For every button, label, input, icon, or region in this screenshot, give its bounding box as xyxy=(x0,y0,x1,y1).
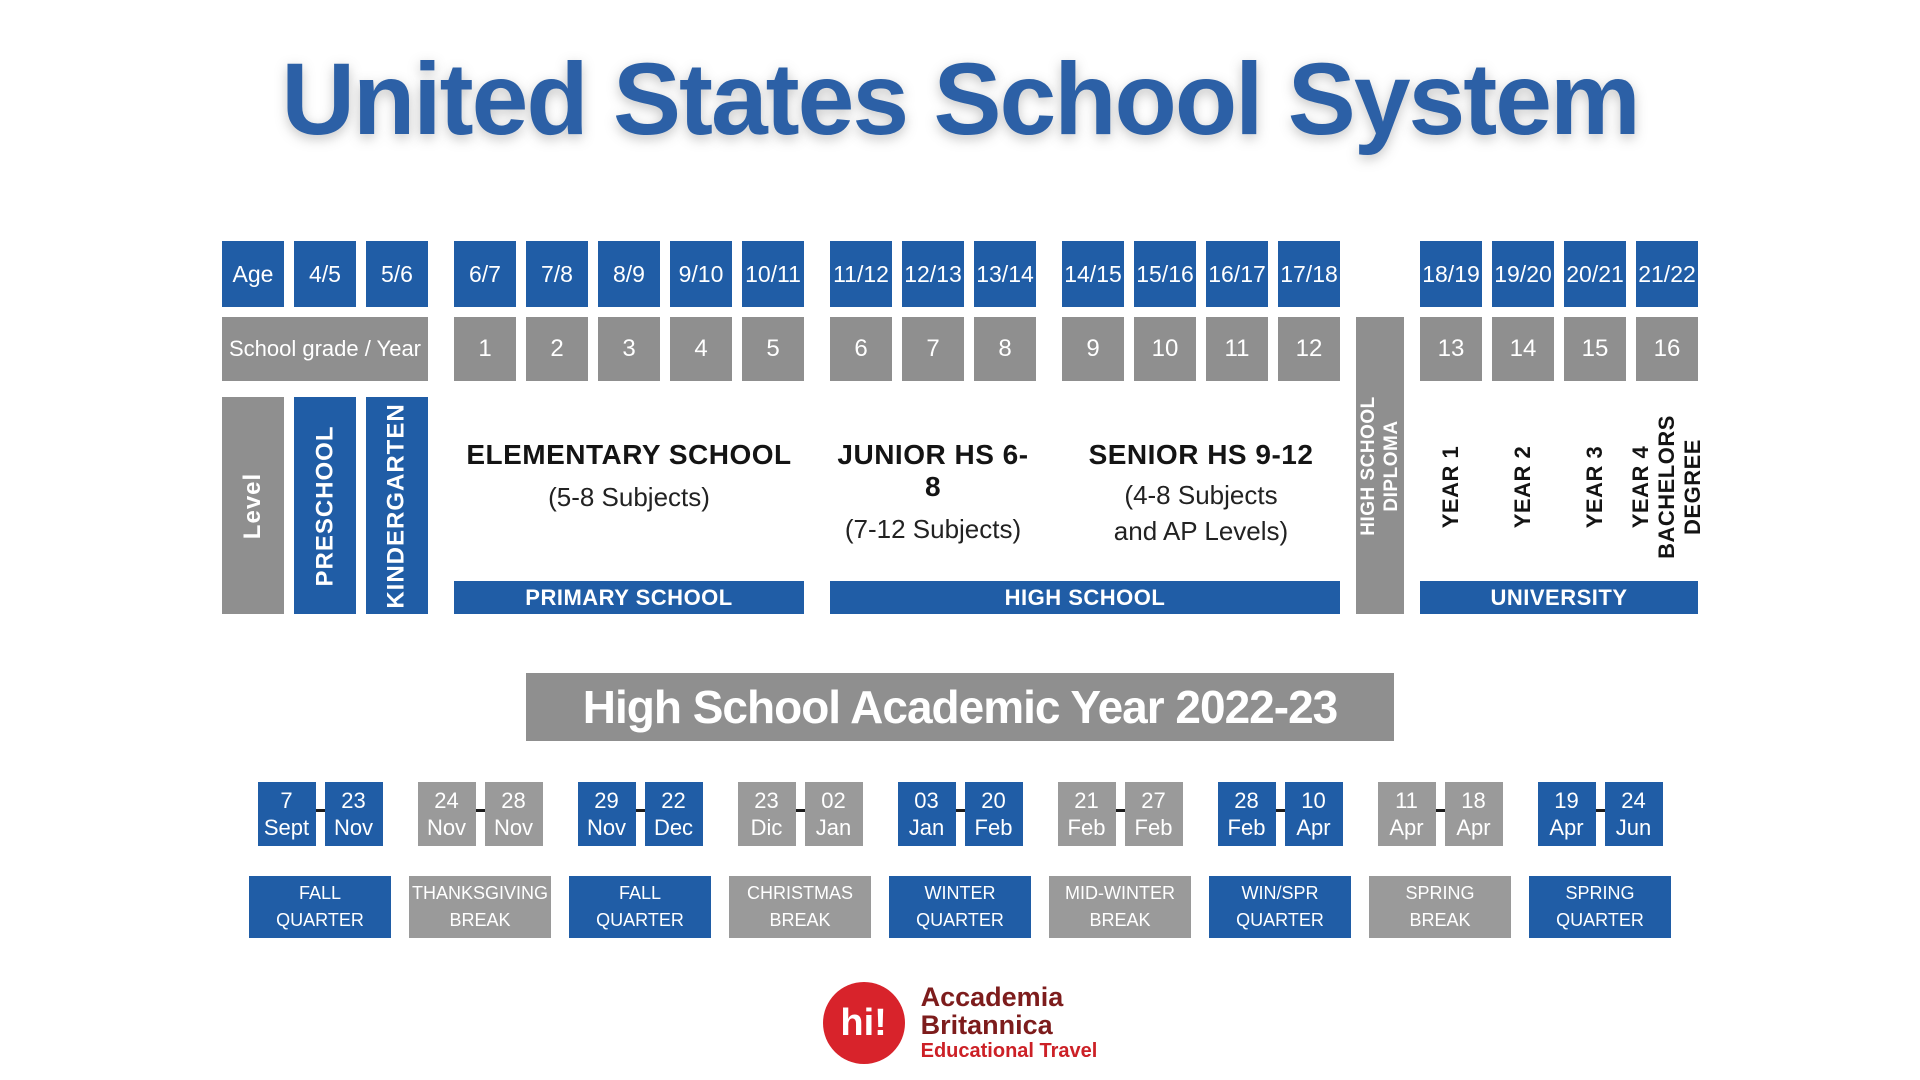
period-label xyxy=(1369,876,1511,938)
period-label-line2: QUARTER xyxy=(1556,910,1644,931)
calendar-period xyxy=(249,782,391,938)
grade-cell: 11 xyxy=(1206,317,1268,381)
elementary-subtitle: (5-8 Subjects) xyxy=(548,482,710,513)
period-end-date xyxy=(1285,782,1343,846)
period-end-date xyxy=(1125,782,1183,846)
age-cell: 9/10 xyxy=(670,241,732,307)
date-range xyxy=(578,782,703,846)
age-group-elementary xyxy=(454,241,804,307)
grade-cell: 8 xyxy=(974,317,1036,381)
grade-group-junior xyxy=(830,317,1036,381)
age-cell: 4/5 xyxy=(294,241,356,307)
period-label-line1: SPRING xyxy=(1565,883,1635,904)
year1-label: YEAR 1 xyxy=(1438,445,1464,529)
age-group-university xyxy=(1420,241,1698,307)
year3-label: YEAR 3 xyxy=(1582,445,1608,529)
period-start-date xyxy=(1058,782,1116,846)
year4-line1: YEAR 4 xyxy=(1628,445,1653,529)
date-range-dash xyxy=(1276,809,1285,812)
grade-group-elementary xyxy=(454,317,804,381)
start-day: 03 xyxy=(914,788,939,814)
date-range-dash xyxy=(1596,809,1605,812)
start-day: 21 xyxy=(1074,788,1099,814)
end-month: Apr xyxy=(1296,815,1331,841)
grade-cell: 6 xyxy=(830,317,892,381)
academic-year-calendar xyxy=(0,782,1920,938)
diploma-line1: HIGH SCHOOL xyxy=(1358,395,1379,536)
grade-cell: 4 xyxy=(670,317,732,381)
date-range-dash xyxy=(1116,809,1125,812)
senior-hs-subtitle-line1: (4-8 Subjects xyxy=(1124,480,1278,511)
calendar-period xyxy=(729,782,871,938)
age-cell: 16/17 xyxy=(1206,241,1268,307)
age-cell: 6/7 xyxy=(454,241,516,307)
period-label xyxy=(249,876,391,938)
year4-cell xyxy=(1628,397,1705,577)
start-month: Apr xyxy=(1549,815,1584,841)
date-range-dash xyxy=(316,809,325,812)
calendar-period xyxy=(1049,782,1191,938)
end-day: 28 xyxy=(501,788,526,814)
end-month: Apr xyxy=(1456,815,1491,841)
age-group-junior xyxy=(830,241,1036,307)
level-label: Level xyxy=(239,472,266,539)
end-month: Feb xyxy=(974,815,1013,841)
age-cell: 17/18 xyxy=(1278,241,1340,307)
start-day: 24 xyxy=(434,788,459,814)
grade-header xyxy=(222,317,428,381)
grade-cell: 1 xyxy=(454,317,516,381)
period-label-line1: WINTER xyxy=(924,883,996,904)
grade-cell: 5 xyxy=(742,317,804,381)
university-bar: UNIVERSITY xyxy=(1420,581,1698,614)
academic-year-banner: High School Academic Year 2022-23 xyxy=(526,673,1394,741)
year4-line2: BACHELORS xyxy=(1654,415,1679,560)
start-month: Nov xyxy=(586,815,627,841)
preschool-label: PRESCHOOL xyxy=(311,425,339,587)
start-day: 19 xyxy=(1554,788,1579,814)
date-range xyxy=(1058,782,1183,846)
end-day: 20 xyxy=(981,788,1006,814)
end-day: 18 xyxy=(1461,788,1486,814)
grade-cell: 9 xyxy=(1062,317,1124,381)
end-day: 10 xyxy=(1301,788,1326,814)
grade-header-cell: School grade / Year xyxy=(222,317,428,381)
year3-cell xyxy=(1564,397,1626,577)
period-label-line1: CHRISTMAS xyxy=(746,883,853,904)
end-month: Nov xyxy=(493,815,534,841)
high-school-bar: HIGH SCHOOL xyxy=(830,581,1340,614)
period-label-line2: QUARTER xyxy=(276,910,364,931)
end-day: 02 xyxy=(821,788,846,814)
start-month: Sept xyxy=(263,815,310,841)
period-start-date xyxy=(738,782,796,846)
high-school-diploma-label xyxy=(1357,396,1403,536)
age-cell: 20/21 xyxy=(1564,241,1626,307)
period-label-line2: QUARTER xyxy=(916,910,1004,931)
logo-name-line1: Accademia xyxy=(920,982,1064,1013)
period-start-date xyxy=(418,782,476,846)
period-label-line2: QUARTER xyxy=(596,910,684,931)
period-label-line1: FALL xyxy=(618,883,662,904)
period-label-line2: QUARTER xyxy=(1236,910,1324,931)
high-school-diploma-column xyxy=(1356,317,1404,614)
calendar-period xyxy=(569,782,711,938)
period-label-line1: FALL xyxy=(298,883,342,904)
age-cell: 12/13 xyxy=(902,241,964,307)
grade-cell: 15 xyxy=(1564,317,1626,381)
end-month: Feb xyxy=(1134,815,1173,841)
end-month: Dec xyxy=(653,815,694,841)
period-label xyxy=(889,876,1031,938)
start-day: 28 xyxy=(1234,788,1259,814)
level-header-box xyxy=(222,397,284,614)
period-start-date xyxy=(258,782,316,846)
grade-cell: 3 xyxy=(598,317,660,381)
start-month: Feb xyxy=(1067,815,1106,841)
start-day: 7 xyxy=(280,788,293,814)
kindergarten-label: KINDERGARTEN xyxy=(383,402,410,609)
age-cell: 5/6 xyxy=(366,241,428,307)
grade-cell: 2 xyxy=(526,317,588,381)
period-start-date xyxy=(898,782,956,846)
age-cell: 10/11 xyxy=(742,241,804,307)
grade-group-university xyxy=(1420,317,1698,381)
age-cell: 8/9 xyxy=(598,241,660,307)
grade-cell: 16 xyxy=(1636,317,1698,381)
age-group-senior xyxy=(1062,241,1340,307)
age-header-cell: Age xyxy=(222,241,284,307)
period-end-date xyxy=(1445,782,1503,846)
elementary-school-block xyxy=(454,397,804,515)
age-cell: 15/16 xyxy=(1134,241,1196,307)
kindergarten-box xyxy=(366,397,428,614)
start-month: Feb xyxy=(1227,815,1266,841)
age-group-early xyxy=(222,241,428,307)
period-label-line1: THANKSGIVING xyxy=(411,883,549,904)
period-start-date xyxy=(1378,782,1436,846)
year2-cell xyxy=(1492,397,1554,577)
senior-hs-title: SENIOR HS 9-12 xyxy=(1088,439,1314,471)
junior-hs-block xyxy=(830,397,1036,547)
university-years xyxy=(1420,397,1705,577)
age-cell: 21/22 xyxy=(1636,241,1698,307)
date-range xyxy=(1218,782,1343,846)
date-range xyxy=(258,782,383,846)
date-range xyxy=(418,782,543,846)
grade-cell: 7 xyxy=(902,317,964,381)
period-label xyxy=(729,876,871,938)
date-range-dash xyxy=(796,809,805,812)
period-label-line2: BREAK xyxy=(1409,910,1471,931)
period-end-date xyxy=(645,782,703,846)
senior-hs-block xyxy=(1062,397,1340,549)
year4-line3: DEGREE xyxy=(1680,439,1705,536)
logo-text xyxy=(921,983,1098,1063)
date-range-dash xyxy=(956,809,965,812)
logo-tagline: Educational Travel xyxy=(920,1040,1098,1063)
date-range xyxy=(898,782,1023,846)
period-label xyxy=(1529,876,1671,938)
period-label xyxy=(569,876,711,938)
start-month: Apr xyxy=(1389,815,1424,841)
grade-cell: 13 xyxy=(1420,317,1482,381)
period-start-date xyxy=(1218,782,1276,846)
period-label-line1: MID-WINTER xyxy=(1065,883,1175,904)
calendar-period xyxy=(1529,782,1671,938)
date-range xyxy=(1378,782,1503,846)
grade-cell: 12 xyxy=(1278,317,1340,381)
date-range-dash xyxy=(476,809,485,812)
level-group-early xyxy=(222,397,428,614)
date-range xyxy=(1538,782,1663,846)
period-end-date xyxy=(485,782,543,846)
period-end-date xyxy=(805,782,863,846)
period-label-line1: SPRING xyxy=(1405,883,1475,904)
senior-hs-subtitle-line2: and AP Levels) xyxy=(1113,516,1289,547)
page-title: United States School System xyxy=(281,42,1639,156)
end-month: Jun xyxy=(1615,815,1652,841)
start-day: 23 xyxy=(754,788,779,814)
period-label-line2: BREAK xyxy=(769,910,831,931)
end-day: 22 xyxy=(661,788,686,814)
diploma-line2: DIPLOMA xyxy=(1381,420,1402,512)
start-day: 29 xyxy=(594,788,619,814)
period-end-date xyxy=(1605,782,1663,846)
start-month: Dic xyxy=(750,815,783,841)
calendar-period xyxy=(1209,782,1351,938)
primary-school-bar: PRIMARY SCHOOL xyxy=(454,581,804,614)
age-cell: 18/19 xyxy=(1420,241,1482,307)
period-label-line2: BREAK xyxy=(1089,910,1151,931)
grade-group-senior xyxy=(1062,317,1340,381)
age-cell: 11/12 xyxy=(830,241,892,307)
period-end-date xyxy=(325,782,383,846)
start-day: 11 xyxy=(1395,788,1418,814)
preschool-box xyxy=(294,397,356,614)
hi-badge-icon: hi! xyxy=(823,982,905,1064)
elementary-title: ELEMENTARY SCHOOL xyxy=(466,439,792,471)
end-month: Nov xyxy=(333,815,374,841)
period-label-line2: BREAK xyxy=(449,910,511,931)
period-label xyxy=(1209,876,1351,938)
year1-cell xyxy=(1420,397,1482,577)
grade-cell: 14 xyxy=(1492,317,1554,381)
logo-name-line2: Britannica xyxy=(920,1010,1053,1041)
date-range-dash xyxy=(636,809,645,812)
school-system-grid xyxy=(222,241,1705,614)
period-label xyxy=(409,876,551,938)
age-cell: 13/14 xyxy=(974,241,1036,307)
year4-label xyxy=(1628,415,1706,559)
junior-hs-subtitle: (7-12 Subjects) xyxy=(844,514,1022,545)
period-end-date xyxy=(965,782,1023,846)
start-month: Nov xyxy=(426,815,467,841)
year2-label: YEAR 2 xyxy=(1510,445,1536,529)
start-month: Jan xyxy=(908,815,945,841)
end-month: Jan xyxy=(815,815,852,841)
date-range-dash xyxy=(1436,809,1445,812)
age-cell: 14/15 xyxy=(1062,241,1124,307)
end-day: 23 xyxy=(341,788,366,814)
period-label xyxy=(1049,876,1191,938)
calendar-period xyxy=(409,782,551,938)
date-range xyxy=(738,782,863,846)
age-cell: 7/8 xyxy=(526,241,588,307)
end-day: 24 xyxy=(1621,788,1646,814)
grade-cell: 10 xyxy=(1134,317,1196,381)
junior-hs-title: JUNIOR HS 6-8 xyxy=(837,439,1029,503)
period-start-date xyxy=(1538,782,1596,846)
calendar-period xyxy=(889,782,1031,938)
calendar-period xyxy=(1369,782,1511,938)
period-label-line1: WIN/SPR xyxy=(1241,883,1319,904)
period-start-date xyxy=(578,782,636,846)
end-day: 27 xyxy=(1141,788,1166,814)
accademia-britannica-logo xyxy=(0,982,1920,1064)
age-cell: 19/20 xyxy=(1492,241,1554,307)
